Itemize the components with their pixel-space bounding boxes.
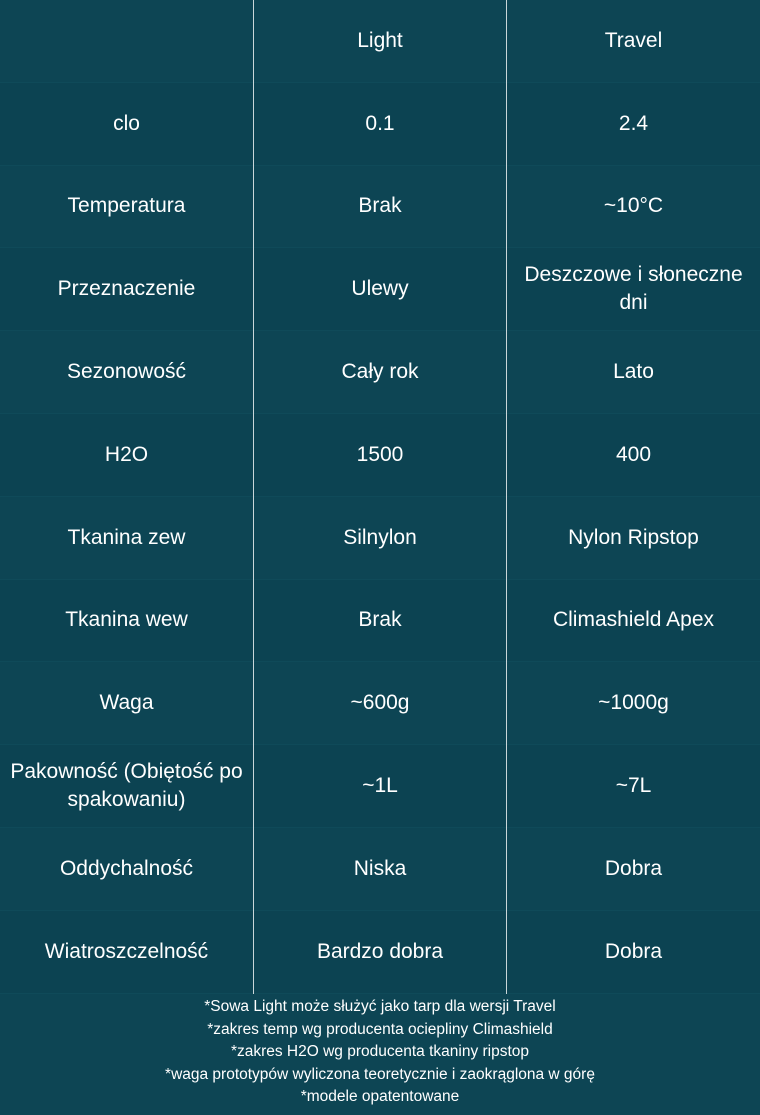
travel-value: Lato — [613, 360, 654, 384]
table-row — [0, 911, 760, 994]
row-label: Oddychalność — [59, 856, 194, 880]
row-label: Przeznaczenie — [57, 277, 196, 301]
row-label: Tkanina wew — [65, 608, 188, 632]
footnote: *modele opatentowane — [300, 1088, 460, 1105]
travel-value: Dobra — [604, 939, 663, 963]
light-value: Cały rok — [341, 360, 419, 384]
row-label: Tkanina zew — [67, 525, 186, 549]
table-row — [0, 248, 760, 331]
row-label: Wiatroszczelność — [44, 939, 209, 963]
light-value: Silnylon — [343, 525, 417, 549]
header-cell-light: Light — [357, 28, 403, 52]
travel-value: ~7L — [615, 774, 652, 798]
footnote: *zakres H2O wg producenta tkaniny ripstop — [230, 1043, 530, 1060]
row-label: Pakowność (Obiętość po spakowaniu) — [10, 760, 243, 812]
light-value: Brak — [358, 608, 402, 632]
table-row — [0, 497, 760, 580]
table-row — [0, 166, 760, 249]
table-row — [0, 331, 760, 414]
footnote: *waga prototypów wyliczona teoretycznie i zaokrąglona w górę — [165, 1065, 595, 1083]
row-label: Sezonowość — [66, 360, 187, 384]
light-value: Niska — [353, 856, 407, 880]
footnotes — [0, 996, 760, 1109]
light-value: ~600g — [350, 691, 410, 715]
travel-value: 2.4 — [618, 111, 649, 135]
row-label: Waga — [99, 691, 154, 715]
table-row — [0, 83, 760, 166]
header-cell-travel: Travel — [604, 28, 663, 52]
row-label: clo — [113, 111, 140, 135]
footnote: *zakres temp wg producenta ociepliny Climashield — [207, 1020, 553, 1038]
light-value: Ulewy — [351, 277, 409, 301]
light-value: 1500 — [356, 442, 404, 466]
footnote: *Sowa Light może służyć jako tarp dla wersji Travel — [204, 998, 556, 1015]
travel-value: Nylon Ripstop — [568, 525, 699, 549]
table-row — [0, 414, 760, 497]
travel-value: 400 — [615, 442, 652, 466]
travel-value: Deszczowe i słoneczne dni — [524, 263, 743, 315]
travel-value: Climashield Apex — [552, 608, 715, 632]
table-row — [0, 828, 760, 911]
table-row — [0, 580, 760, 663]
travel-value: ~1000g — [598, 691, 669, 715]
column-divider — [506, 0, 507, 994]
light-value: Brak — [358, 194, 402, 218]
table-row — [0, 662, 760, 745]
column-divider — [253, 0, 254, 994]
header-cell-empty — [0, 0, 253, 82]
light-value: Bardzo dobra — [316, 939, 444, 963]
row-label: H2O — [104, 442, 149, 466]
light-value: 0.1 — [365, 111, 395, 135]
table-row — [0, 745, 760, 828]
travel-value: ~10°C — [603, 194, 664, 218]
light-value: ~1L — [362, 774, 398, 798]
table-header-row — [0, 0, 760, 83]
row-label: Temperatura — [67, 194, 186, 218]
travel-value: Dobra — [604, 856, 663, 880]
